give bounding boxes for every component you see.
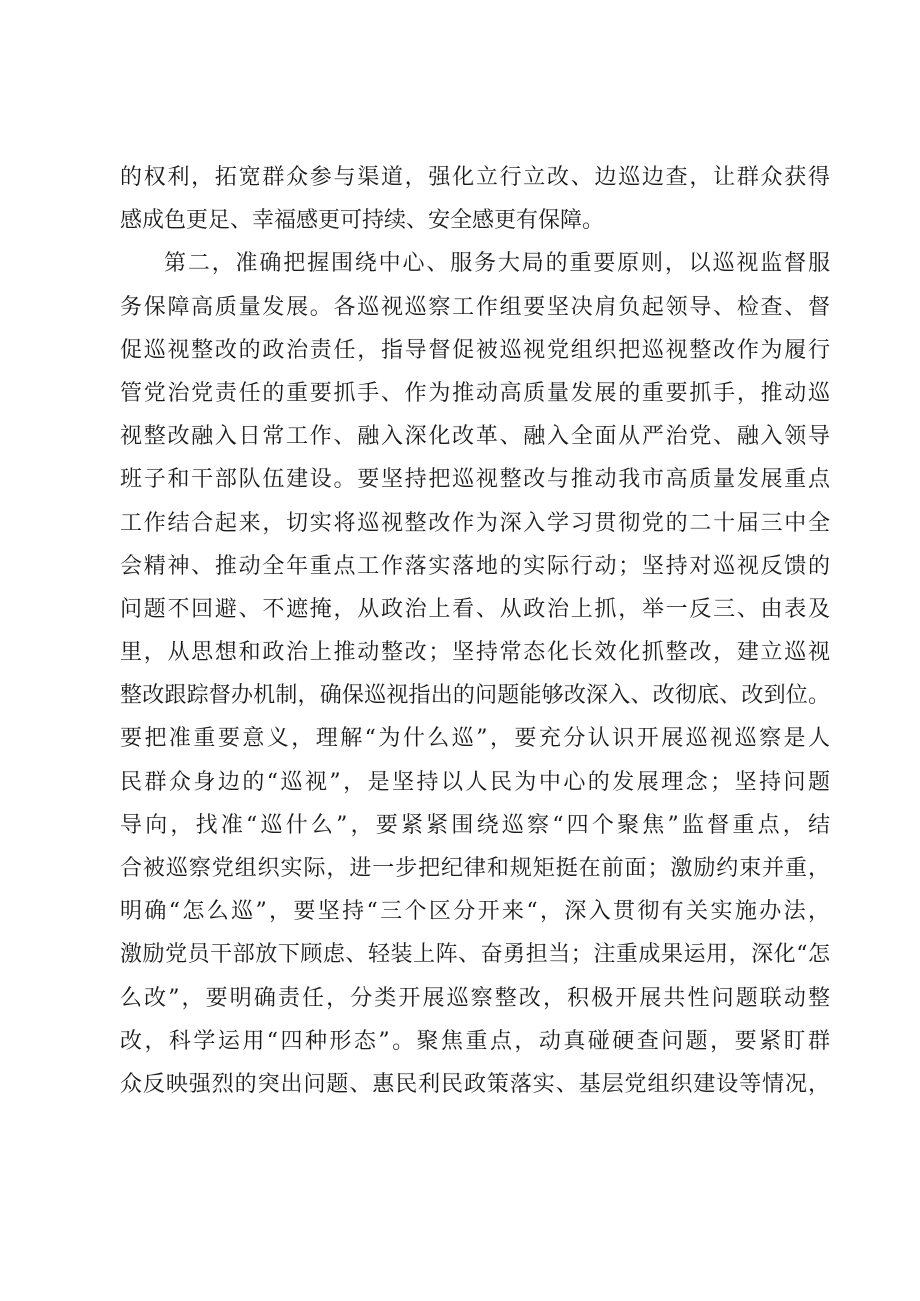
text-line: 工作结合起来，切实将巡视整改作为深入学习贯彻党的二十届三中全 <box>120 510 830 536</box>
text-line: 的权利，拓宽群众参与渠道，强化立行立改、边巡边查，让群众获得 <box>120 165 830 190</box>
text-line: 合被巡察党组织实际，进一步把纪律和规矩挺在前面；激励约束并重， <box>120 856 830 881</box>
text-line: 感成色更足、幸福感更可持续、安全感更有保障。 <box>120 208 605 234</box>
text-line: 民群众身边的“巡视”，是坚持以人民为中心的发展理念；坚持问题 <box>120 769 830 795</box>
text-line: 管党治党责任的重要抓手、作为推动高质量发展的重要抓手，推动巡 <box>120 380 830 406</box>
text-line: 问题不回避、不遮掩，从政治上看、从政治上抓，举一反三、由表及 <box>120 596 830 622</box>
text-line: 促巡视整改的政治责任，指导督促被巡视党组织把巡视整改作为履行 <box>120 337 830 363</box>
text-line: 里，从思想和政治上推动整改；坚持常态化长效化抓整改，建立巡视 <box>120 640 830 666</box>
text-line: 会精神、推动全年重点工作落实落地的实际行动；坚持对巡视反馈的 <box>120 553 830 579</box>
text-line: 整改跟踪督办机制，确保巡视指出的问题能够改深入、改彻底、改到位。 <box>120 683 830 709</box>
text-line: 激励党员干部放下顾虑、轻装上阵、奋勇担当；注重成果运用，深化“怎 <box>120 942 830 968</box>
text-line: 视整改融入日常工作、融入深化改革、融入全面从严治党、融入领导 <box>120 424 830 450</box>
text-line: 要把准重要意义，理解“为什么巡”，要充分认识开展巡视巡察是人 <box>120 726 830 752</box>
text-line: 么改”，要明确责任，分类开展巡察整改，积极开展共性问题联动整 <box>120 985 830 1011</box>
text-line: 改，科学运用“四种形态”。聚焦重点，动真碰硬查问题，要紧盯群 <box>120 1028 830 1054</box>
text-line: 导向，找准“巡什么”，要紧紧围绕巡察“四个聚焦”监督重点，结 <box>120 812 830 838</box>
text-line: 务保障高质量发展。各巡视巡察工作组要坚决肩负起领导、检查、督 <box>120 294 830 320</box>
text-line: 明确“怎么巡”，要坚持“三个区分开来“，深入贯彻有关实施办法， <box>120 899 830 925</box>
text-line: 班子和干部队伍建设。要坚持把巡视整改与推动我市高质量发展重点 <box>120 467 830 493</box>
body-text <box>120 156 830 1106</box>
paragraph-start-line: 第二，准确把握围绕中心、服务大局的重要原则，以巡视监督服 <box>164 251 830 277</box>
text-line: 众反映强烈的突出问题、惠民利民政策落实、基层党组织建设等情况， <box>120 1071 830 1097</box>
